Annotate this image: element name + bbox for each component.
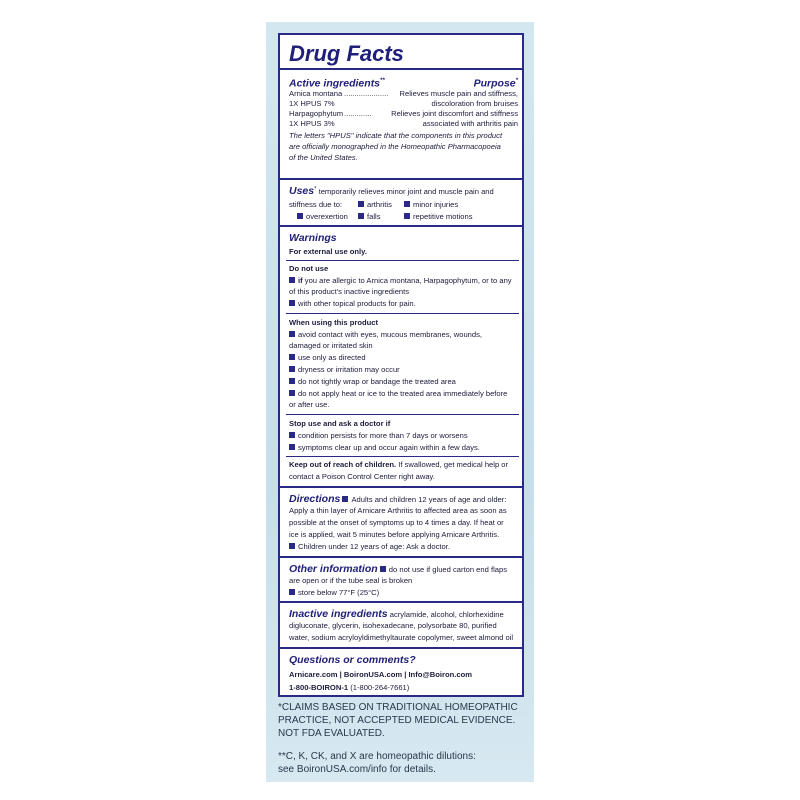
divider bbox=[280, 601, 522, 603]
leader-dots: ..................... bbox=[344, 89, 389, 98]
warnings-heading: Warnings bbox=[289, 232, 337, 244]
stop-use-heading: Stop use and ask a doctor if bbox=[289, 419, 391, 428]
do-not-use-item: of this product's inactive ingredients bbox=[289, 287, 410, 296]
hpus-note: are officially monographed in the Homeopathic Pharmacopoeia bbox=[289, 142, 501, 151]
ingredient-strength: 1X HPUS 3% bbox=[289, 119, 335, 128]
bullet-icon bbox=[289, 277, 295, 283]
keep-out-of-reach-text: contact a Poison Control Center right away. bbox=[289, 472, 435, 481]
claims-disclaimer: PRACTICE, NOT ACCEPTED MEDICAL EVIDENCE. bbox=[278, 715, 516, 726]
directions-text: Children under 12 years of age: Ask a doctor. bbox=[289, 542, 450, 551]
questions-heading: Questions or comments? bbox=[289, 654, 416, 666]
ingredient-purpose: Relieves joint discomfort and stiffness bbox=[391, 109, 518, 118]
bullet-icon bbox=[358, 201, 364, 207]
other-information-text: are open or if the tube seal is broken bbox=[289, 576, 413, 585]
bullet-icon bbox=[297, 213, 303, 219]
bullet-icon bbox=[380, 566, 386, 572]
do-not-use-item: with other topical products for pain. bbox=[289, 299, 416, 308]
when-using-item: do not tightly wrap or bandage the treated area bbox=[289, 377, 456, 386]
dilutions-note: **C, K, CK, and X are homeopathic dilutions: bbox=[278, 751, 476, 762]
hpus-note: of the United States. bbox=[289, 153, 358, 162]
ingredient-purpose: associated with arthritis pain bbox=[422, 119, 518, 128]
divider bbox=[280, 486, 522, 488]
divider bbox=[280, 178, 522, 180]
use-item: falls bbox=[358, 212, 381, 221]
contact-phone: 1-800-BOIRON-1 (1-800-264-7661) bbox=[289, 683, 410, 692]
inactive-ingredients-text: water, sodium acryloyldimethyltaurate copolymer, sweet almond oil bbox=[289, 633, 514, 642]
divider bbox=[286, 260, 519, 261]
ingredient-strength: 1X HPUS 7% bbox=[289, 99, 335, 108]
active-ingredients-heading: Active ingredients** bbox=[289, 77, 385, 90]
divider bbox=[280, 556, 522, 558]
uses-line: Uses* temporarily relieves minor joint and muscle pain and bbox=[289, 185, 494, 197]
purpose-heading: Purpose* bbox=[473, 77, 518, 90]
when-using-item: do not apply heat or ice to the treated area immediately before bbox=[289, 389, 507, 398]
inactive-ingredients-text: digluconate, glycerin, isohexadecane, polysorbate 80, purified bbox=[289, 621, 497, 630]
divider bbox=[280, 68, 522, 70]
hpus-note: The letters "HPUS" indicate that the components in this product bbox=[289, 131, 503, 140]
contact-websites: Arnicare.com | BoironUSA.com | Info@Boiron.com bbox=[289, 670, 472, 679]
leader-dots: ............. bbox=[344, 109, 372, 118]
bullet-icon bbox=[404, 201, 410, 207]
use-item: overexertion bbox=[297, 212, 348, 221]
bullet-icon bbox=[289, 378, 295, 384]
external-use-warning: For external use only. bbox=[289, 247, 367, 256]
divider bbox=[286, 456, 519, 457]
directions-text: Apply a thin layer of Arnicare Arthritis to affected area as soon as bbox=[289, 506, 507, 515]
directions-line: Directions Adults and children 12 years of age and older: bbox=[289, 493, 507, 505]
directions-text: ice is applied, wait 5 minutes before applying Arnicare Arthritis. bbox=[289, 530, 500, 539]
bullet-icon bbox=[289, 543, 295, 549]
directions-text: possible at the onset of symptoms up to 4 times a day. If heat or bbox=[289, 518, 504, 527]
use-item: arthritis bbox=[358, 200, 392, 209]
when-using-item: use only as directed bbox=[289, 353, 366, 362]
keep-out-of-reach: Keep out of reach of children. If swallowed, get medical help or bbox=[289, 460, 509, 469]
use-item: minor injuries bbox=[404, 200, 458, 209]
bullet-icon bbox=[358, 213, 364, 219]
stop-use-item: condition persists for more than 7 days or worsens bbox=[289, 431, 468, 440]
claims-disclaimer: NOT FDA EVALUATED. bbox=[278, 728, 385, 739]
other-information-text: store below 77°F (25°C) bbox=[289, 588, 379, 597]
ingredient-purpose: discoloration from bruises bbox=[431, 99, 518, 108]
other-information-line: Other information do not use if glued carton end flaps bbox=[289, 563, 508, 575]
drug-facts-panel bbox=[278, 33, 524, 697]
bullet-icon bbox=[289, 444, 295, 450]
use-item: repetitive motions bbox=[404, 212, 473, 221]
bullet-icon bbox=[289, 432, 295, 438]
uses-text: stiffness due to: bbox=[289, 200, 343, 209]
when-using-item: avoid contact with eyes, mucous membranes, wounds, bbox=[289, 330, 482, 339]
bullet-icon bbox=[289, 390, 295, 396]
when-using-item: or after use. bbox=[289, 400, 330, 409]
when-using-heading: When using this product bbox=[289, 318, 379, 327]
bullet-icon bbox=[342, 496, 348, 502]
bullet-icon bbox=[289, 331, 295, 337]
when-using-item: dryness or irritation may occur bbox=[289, 365, 400, 374]
divider bbox=[286, 313, 519, 314]
stop-use-item: symptoms clear up and occur again within a few days. bbox=[289, 443, 480, 452]
do-not-use-heading: Do not use bbox=[289, 264, 329, 273]
ingredient-name: Harpagophytum bbox=[289, 109, 344, 118]
bullet-icon bbox=[404, 213, 410, 219]
bullet-icon bbox=[289, 354, 295, 360]
divider bbox=[280, 225, 522, 227]
divider bbox=[280, 647, 522, 649]
bullet-icon bbox=[289, 589, 295, 595]
when-using-item: damaged or irritated skin bbox=[289, 341, 373, 350]
dilutions-note: see BoironUSA.com/info for details. bbox=[278, 764, 436, 775]
divider bbox=[286, 414, 519, 415]
ingredient-name: Arnica montana bbox=[289, 89, 343, 98]
drug-facts-title: Drug Facts bbox=[289, 41, 404, 66]
bullet-icon bbox=[289, 300, 295, 306]
bullet-icon bbox=[289, 366, 295, 372]
do-not-use-item: if you are allergic to Arnica montana, Harpagophytum, or to any bbox=[289, 276, 512, 285]
ingredient-purpose: Relieves muscle pain and stiffness, bbox=[399, 89, 518, 98]
claims-disclaimer: *CLAIMS BASED ON TRADITIONAL HOMEOPATHIC bbox=[278, 702, 518, 713]
inactive-ingredients-line: Inactive ingredients acrylamide, alcohol, chlorhexidine bbox=[289, 608, 504, 620]
